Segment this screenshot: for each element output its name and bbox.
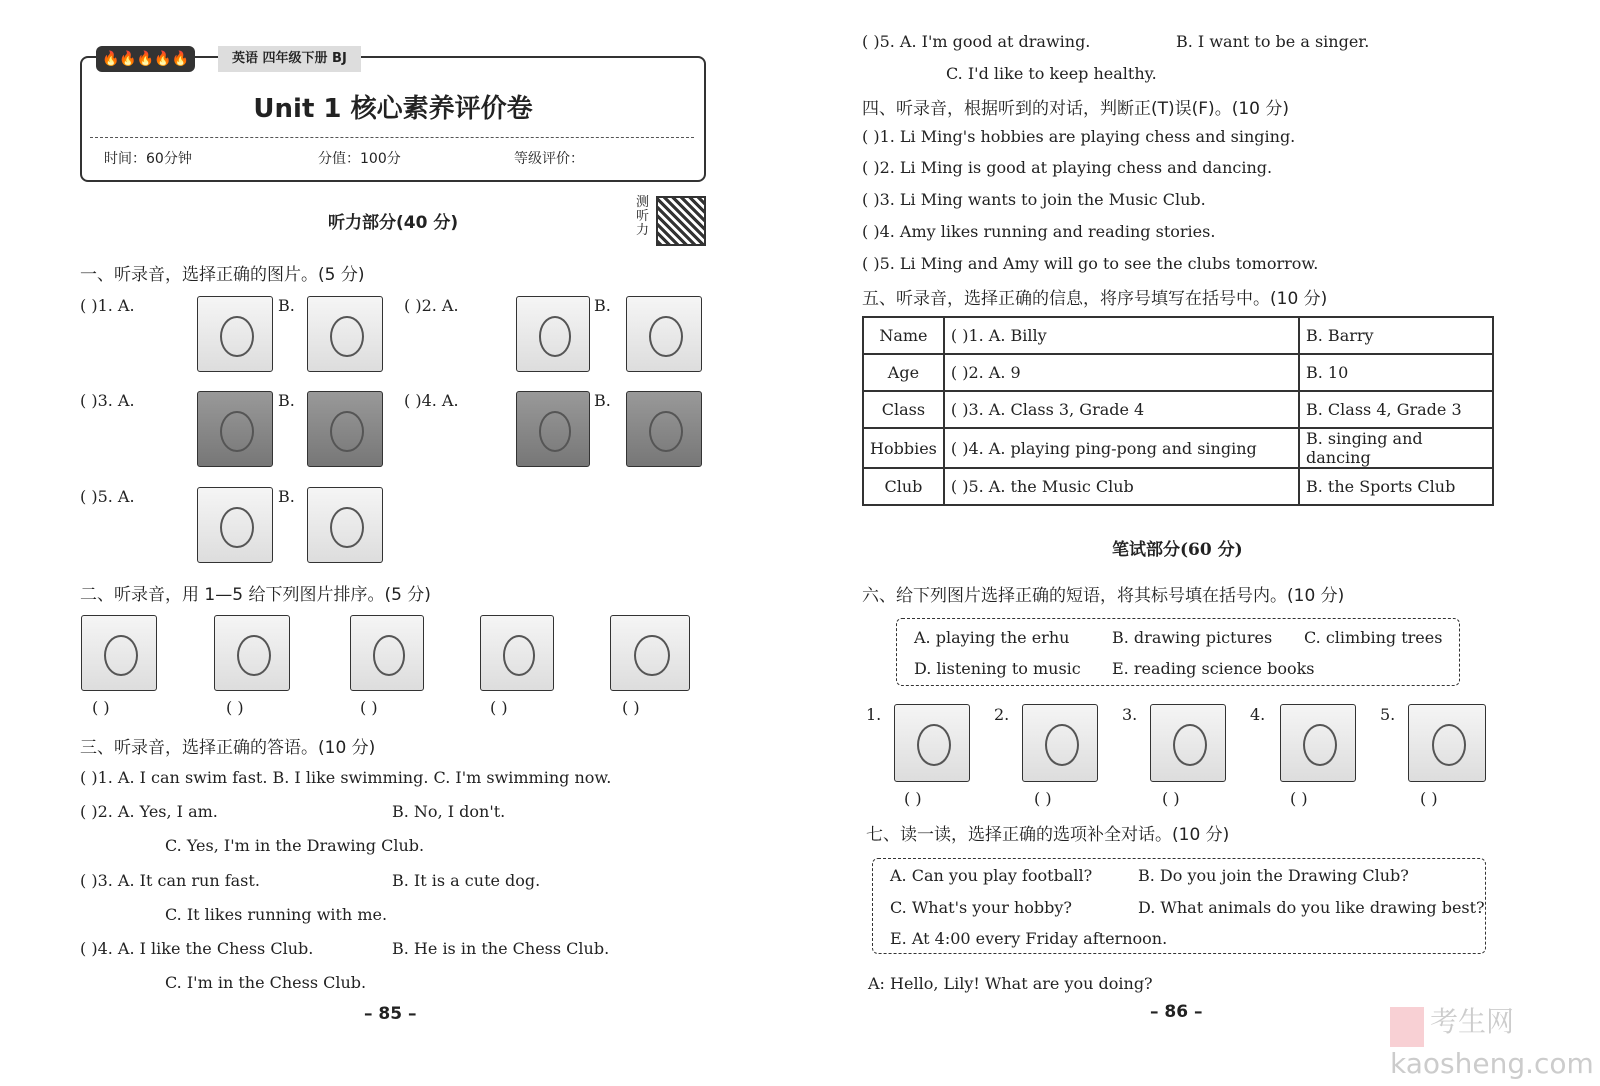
- section7-title: 七、读一读，选择正确的选项补全对话。(10 分): [866, 825, 1230, 845]
- option-b: B.: [594, 296, 611, 315]
- picture: [1150, 704, 1226, 782]
- picture: [214, 615, 290, 691]
- option-a: ( )5. A. the Music Club: [944, 468, 1299, 505]
- option-a: ( )4. A. playing ping-pong and singing: [944, 428, 1299, 468]
- picture: [350, 615, 424, 691]
- option: D. listening to music: [914, 659, 1081, 678]
- answer-blank[interactable]: ( ): [1034, 789, 1052, 808]
- option: C. I'm in the Chess Club.: [165, 973, 367, 992]
- option-b: B.: [594, 391, 611, 410]
- question: ( )3. A.: [80, 391, 135, 410]
- option: C. Yes, I'm in the Drawing Club.: [165, 836, 425, 855]
- dialog-line: A: Hello, Lily! What are you doing?: [868, 974, 1153, 993]
- difficulty-flames: 🔥🔥🔥🔥🔥: [96, 46, 195, 72]
- option: C. What's your hobby?: [890, 898, 1073, 917]
- item-number: 5.: [1380, 705, 1396, 724]
- watermark-logo-icon: [1390, 1007, 1424, 1047]
- picture: [626, 391, 702, 467]
- question: ( )4. A. I like the Chess Club.: [80, 939, 314, 958]
- row-label: Age: [863, 354, 944, 391]
- option: B. No, I don't.: [392, 802, 506, 821]
- option-b: B. Class 4, Grade 3: [1299, 391, 1493, 428]
- option: B. I want to be a singer.: [1176, 32, 1370, 51]
- table-row: [863, 391, 1493, 428]
- option: B. Do you join the Drawing Club?: [1138, 866, 1409, 885]
- subject-tag: 英语 四年级下册 BJ: [218, 46, 361, 72]
- item-number: 4.: [1250, 705, 1266, 724]
- answer-blank[interactable]: ( ): [360, 698, 378, 717]
- question: ( )2. A.: [404, 296, 459, 315]
- answer-blank[interactable]: ( ): [1420, 789, 1438, 808]
- picture: [480, 615, 554, 691]
- section2-title: 二、听录音，用 1—5 给下列图片排序。(5 分): [80, 585, 431, 605]
- question: ( )2. Li Ming is good at playing chess and dancing.: [862, 158, 1273, 177]
- picture: [197, 391, 273, 467]
- row-label: Name: [863, 317, 944, 354]
- answer-blank[interactable]: ( ): [92, 698, 110, 717]
- answer-blank[interactable]: ( ): [622, 698, 640, 717]
- divider: [90, 137, 694, 138]
- picture: [1408, 704, 1486, 782]
- option: B. He is in the Chess Club.: [392, 939, 610, 958]
- question: ( )1. Li Ming's hobbies are playing chess and singing.: [862, 127, 1296, 146]
- row-label: Hobbies: [863, 428, 944, 468]
- option-b: B.: [278, 391, 295, 410]
- question: ( )3. Li Ming wants to join the Music Club.: [862, 190, 1206, 209]
- option-b: B.: [278, 487, 295, 506]
- answer-blank[interactable]: ( ): [904, 789, 922, 808]
- section1-title: 一、听录音，选择正确的图片。(5 分): [80, 265, 365, 285]
- option-b: B. singing and dancing: [1299, 428, 1493, 468]
- item-number: 3.: [1122, 705, 1138, 724]
- section6-title: 六、给下列图片选择正确的短语，将其标号填在括号内。(10 分): [862, 586, 1345, 606]
- question: ( )5. A.: [80, 487, 135, 506]
- watermark: [1390, 1000, 1600, 1080]
- option: D. What animals do you like drawing best?: [1138, 898, 1485, 917]
- picture: [307, 296, 383, 372]
- watermark-text: 考生网 kaosheng.com: [1390, 1005, 1594, 1080]
- option: C. It likes running with me.: [165, 905, 388, 924]
- picture: [894, 704, 970, 782]
- row-label: Club: [863, 468, 944, 505]
- table-row: [863, 354, 1493, 391]
- page-number-left: – 85 –: [364, 1004, 417, 1024]
- option: B. drawing pictures: [1112, 628, 1273, 647]
- picture: [516, 296, 590, 372]
- option: C. I'd like to keep healthy.: [946, 64, 1157, 83]
- picture: [610, 615, 690, 691]
- question: ( )4. Amy likes running and reading stories.: [862, 222, 1216, 241]
- picture: [197, 487, 273, 563]
- time-info: 时间：60分钟: [104, 151, 192, 167]
- page-number-right: – 86 –: [1150, 1002, 1203, 1022]
- option: C. climbing trees: [1304, 628, 1443, 647]
- writing-title: 笔试部分(60 分): [1112, 540, 1243, 560]
- page-title: Unit 1 核心素养评价卷: [253, 94, 533, 124]
- question: ( )5. A. I'm good at drawing.: [862, 32, 1091, 51]
- row-label: Class: [863, 391, 944, 428]
- picture: [516, 391, 590, 467]
- picture: [307, 391, 383, 467]
- option: E. reading science books: [1112, 659, 1315, 678]
- option: B. It is a cute dog.: [392, 871, 541, 890]
- question: ( )3. A. It can run fast.: [80, 871, 260, 890]
- question: ( )5. Li Ming and Amy will go to see the clubs tomorrow.: [862, 254, 1319, 273]
- option-b: B. 10: [1299, 354, 1493, 391]
- item-number: 1.: [866, 705, 882, 724]
- option: A. playing the erhu: [914, 628, 1070, 647]
- score-info: 分值：100分: [318, 151, 401, 167]
- section5-title: 五、听录音，选择正确的信息，将序号填写在括号中。(10 分): [862, 289, 1328, 309]
- option: E. At 4:00 every Friday afternoon.: [890, 929, 1168, 948]
- option-a: ( )2. A. 9: [944, 354, 1299, 391]
- picture: [626, 296, 702, 372]
- item-number: 2.: [994, 705, 1010, 724]
- picture: [307, 487, 383, 563]
- table-row: [863, 428, 1493, 468]
- picture: [1022, 704, 1098, 782]
- picture: [197, 296, 273, 372]
- picture: [81, 615, 157, 691]
- option-b: B.: [278, 296, 295, 315]
- question: ( )2. A. Yes, I am.: [80, 802, 218, 821]
- section4-title: 四、听录音，根据听到的对话，判断正(T)误(F)。(10 分): [862, 99, 1289, 119]
- answer-blank[interactable]: ( ): [1290, 789, 1308, 808]
- listening-title: 听力部分(40 分): [328, 213, 459, 233]
- question: ( )1. A. I can swim fast. B. I like swimming. C. I'm swimming now.: [80, 768, 612, 787]
- table-row: [863, 317, 1493, 354]
- question: ( )1. A.: [80, 296, 135, 315]
- option-a: ( )1. A. Billy: [944, 317, 1299, 354]
- grade-info: 等级评价：: [514, 151, 584, 167]
- option-b: B. the Sports Club: [1299, 468, 1493, 505]
- answer-blank[interactable]: ( ): [1162, 789, 1180, 808]
- answer-blank[interactable]: ( ): [490, 698, 508, 717]
- question: ( )4. A.: [404, 391, 459, 410]
- answer-blank[interactable]: ( ): [226, 698, 244, 717]
- option-a: ( )3. A. Class 3, Grade 4: [944, 391, 1299, 428]
- picture: [1280, 704, 1356, 782]
- option: A. Can you play football?: [890, 866, 1093, 885]
- info-table: [862, 316, 1494, 506]
- qr-label: 测听力: [636, 195, 650, 238]
- table-row: [863, 468, 1493, 505]
- section3-title: 三、听录音，选择正确的答语。(10 分): [80, 738, 376, 758]
- option-b: B. Barry: [1299, 317, 1493, 354]
- qr-code[interactable]: [656, 196, 706, 246]
